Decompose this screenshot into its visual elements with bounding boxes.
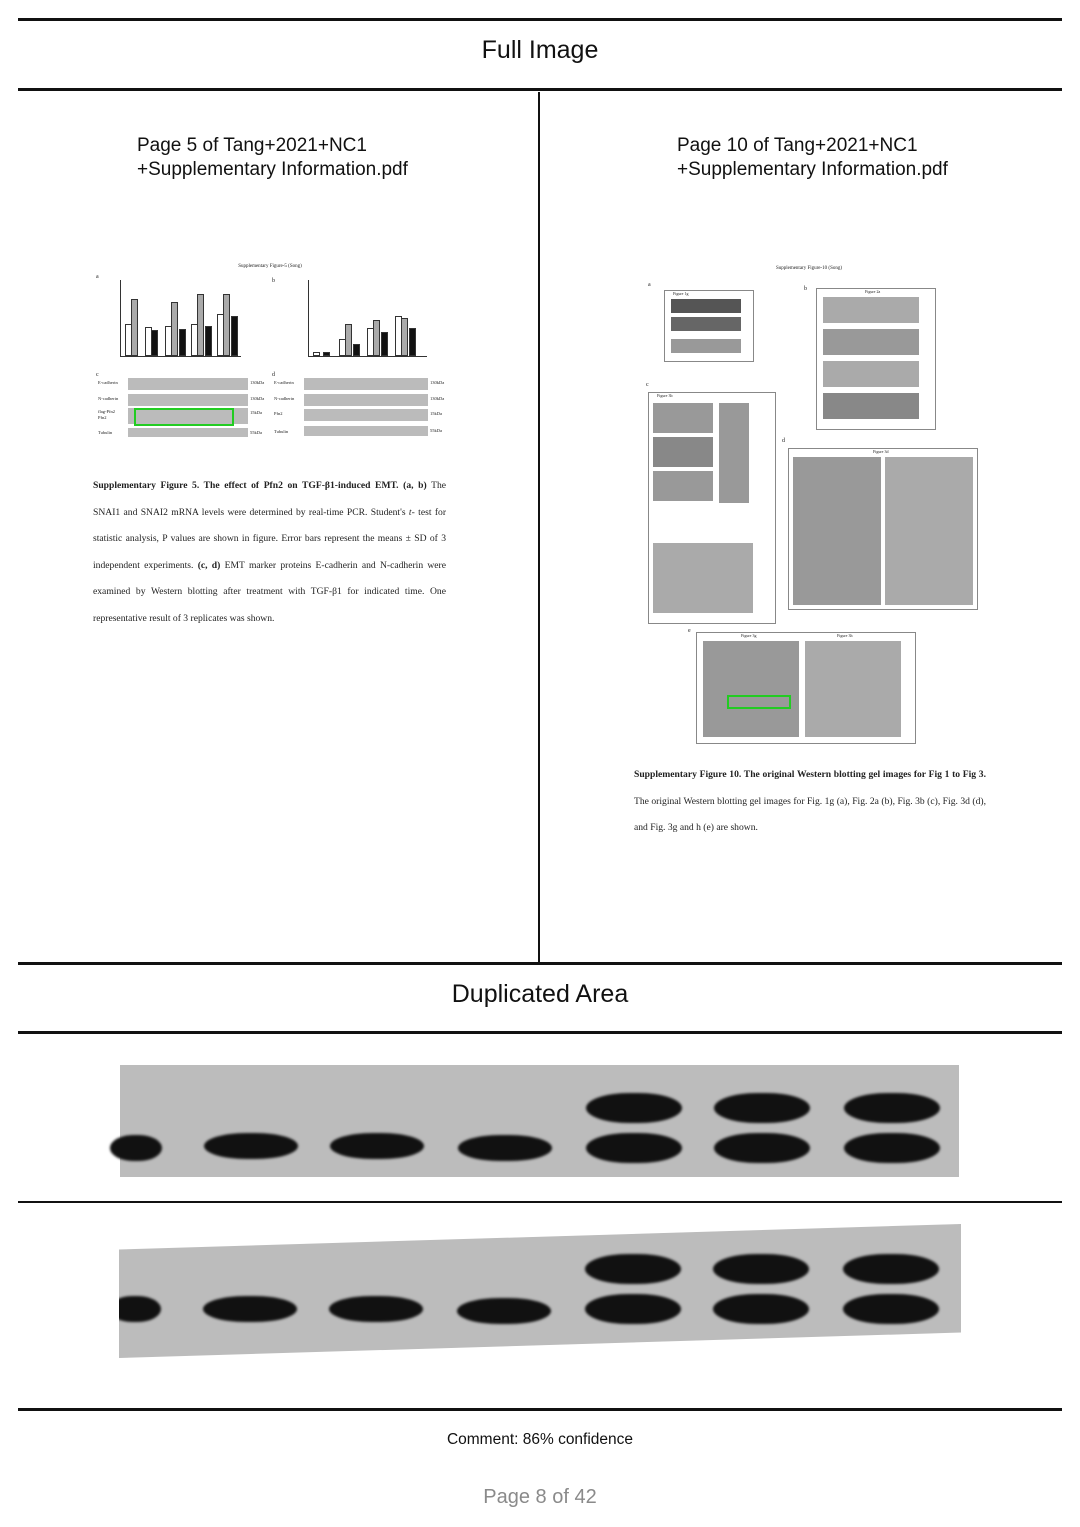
highlight-box-left	[134, 408, 234, 426]
right-page-title-line1: Page 10 of Tang+2021+NC1	[677, 135, 918, 156]
bar-chart-b	[308, 280, 427, 357]
left-figure-thumbnail	[90, 262, 450, 462]
right-page-title-line2: +Supplementary Information.pdf	[677, 159, 948, 180]
panel-d-box: Figure 3d	[788, 448, 978, 610]
top-rule	[18, 18, 1062, 21]
highlight-box-right	[727, 695, 791, 709]
left-page-title-line2: +Supplementary Information.pdf	[137, 159, 408, 180]
blot-d: E-cadherin N-cadherin Pfn2 Tubulin 130kDa 130kDa 15kDa 55kDa	[274, 380, 445, 434]
column-divider	[538, 92, 540, 962]
left-page-title	[137, 134, 408, 182]
panel-d-letter: d	[272, 372, 275, 378]
duplicated-area-heading: Duplicated Area	[451, 980, 629, 1008]
duplicated-top-rule	[18, 962, 1062, 965]
full-image-heading: Full Image	[481, 36, 599, 64]
heading-rule	[18, 88, 1062, 91]
right-figure-heading: Supplementary Figure-10 (Song)	[775, 266, 843, 271]
panel-c-box: Figure 3b	[648, 392, 776, 624]
duplicated-crop-right	[119, 1224, 961, 1358]
page-number: Page 8 of 42	[483, 1486, 597, 1508]
bottom-rule	[18, 1408, 1062, 1411]
bar-chart-a	[120, 280, 241, 357]
left-figure-heading: Supplementary Figure-5 (Song)	[238, 264, 302, 269]
left-caption: Supplementary Figure 5. The effect of Pfn2 on TGF-β1-induced EMT. (a, b) The SNAI1 and SNAI2 mRNA levels were determined by real-time PCR. Student's t- test for statistic analysis, P values are shown in figure. Error bars represent the means ± SD of 3 independent experiments. (c, d) EMT marker proteins E-cadherin and N-cadherin were examined by Western blotting after treatment with TGF-β1 for indicated time. One representative result of 3 replicates was shown.	[93, 480, 447, 624]
right-caption: Supplementary Figure 10. The original Western blotting gel images for Fig 1 to Fig 3. The original Western blotting gel images for Fig. 1g (a), Fig. 2a (b), Fig. 3b (c), Fig. 3d (d), and Fig. 3g and h (e) are shown.	[634, 769, 986, 833]
right-figure-thumbnail: Supplementary Figure-10 (Song) a b c d e Figure 1g Figure 2a Figure 3b Figure 3d Figure 3g Figure 3h	[632, 262, 986, 752]
panel-c-letter: c	[96, 372, 99, 378]
duplicated-heading-rule	[18, 1031, 1062, 1034]
comment-text: Comment: 86% confidence	[446, 1431, 634, 1448]
crop-separator	[18, 1201, 1062, 1203]
left-page-title-line1: Page 5 of Tang+2021+NC1	[137, 135, 367, 156]
panel-e-box: Figure 3g Figure 3h	[696, 632, 916, 744]
panel-a-box: Figure 1g	[664, 290, 754, 362]
panel-a-letter: a	[96, 274, 99, 280]
duplicated-crop-left	[120, 1065, 959, 1177]
blot-c: E-cadherin N-cadherin flag-Pfn2 Pfn2 Tubulin 130kDa 130kDa 15kDa 55kDa	[98, 380, 265, 435]
panel-b-letter: b	[272, 278, 275, 284]
right-page-title	[677, 134, 948, 182]
panel-b-box: Figure 2a	[816, 288, 936, 430]
